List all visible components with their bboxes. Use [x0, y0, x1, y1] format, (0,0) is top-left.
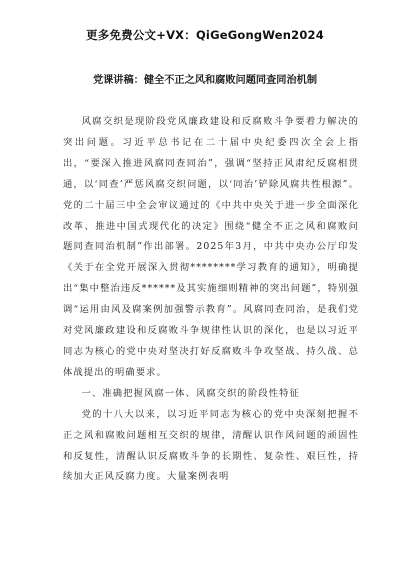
section-heading: 一、准确把握风腐一体、风腐交织的阶段性特征 — [81, 387, 300, 399]
document-body — [63, 112, 359, 488]
body-paragraph: 党的十八大以来，以习近平同志为核心的党中央深刻把握不正之风和腐败问题相互交织的规律，清醒认识作风问题的顽固性和反复性，清醒认识反腐败斗争的长期性、复杂性、艰巨性，持续加大正风反腐力度。大量案例表明 — [63, 408, 359, 483]
body-paragraph: 风腐交织是现阶段党风廉政建设和反腐败斗争要着力解决的突出问题。习近平总书记在二十届中央纪委四次全会上指出，“要深入推进风腐同查同治”，强调“坚持正风肃纪反腐相贯通，以‘同查’严惩风腐交织问题，以‘同治’铲除风腐共性根源”。党的二十届三中全会审议通过的《中共中央关于进一步全面深化改革、推进中国式现代化的决定》围绕“健全不正之风和腐败问题同查同治机制”作出部署。2025年3月，中共中央办公厅印发《关于在全党开展深入贯彻********学习教育的通知》，明确提出“集中整治违反******及其实施细则精神的突出问题”，特别强调“运用由风及腐案例加强警示教育”。风腐同查同治，是我们党对党风廉政建设和反腐败斗争规律性认识的深化，也是以习近平同志为核心的党中央对坚决打好反腐败斗争攻坚战、持久战、总体战提出的明确要求。 — [63, 116, 359, 378]
document-title: 党课讲稿：健全不正之风和腐败问题同查同治机制 — [92, 75, 318, 86]
header-watermark-text: 更多免费公文+VX：QiGeGongWen2024 — [86, 28, 324, 42]
